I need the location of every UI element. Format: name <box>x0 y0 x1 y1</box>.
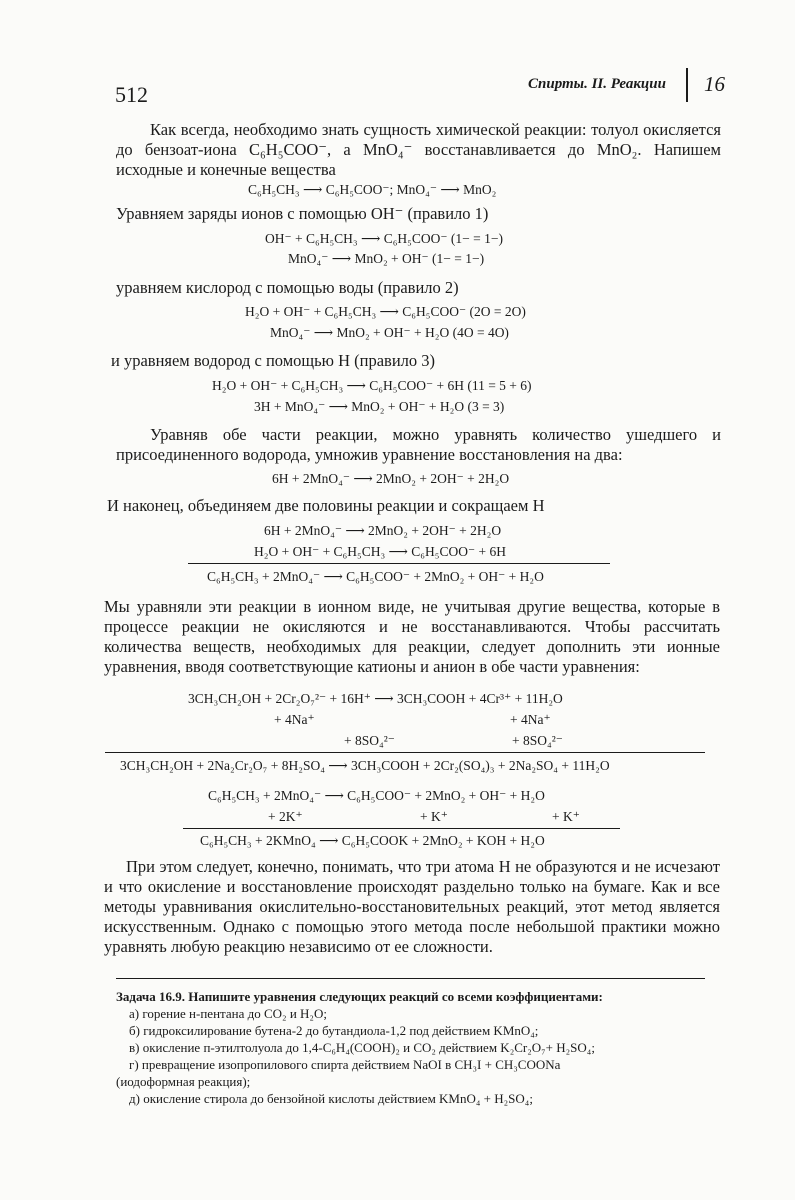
task-rule <box>116 978 705 979</box>
equation-oxidation-charge: OH⁻ + C₆H₅CH₃ ⟶ C₆H₅COO⁻ (1− = 1−) <box>265 231 503 246</box>
task-item-g: г) превращение изопропилового спирта действием NaOI в CH₃I + CH₃COONa <box>129 1057 561 1072</box>
paragraph-combine: И наконец, объединяем две половины реакции и сокращаем H <box>107 496 545 515</box>
paragraph-multiply: Уравняв обе части реакции, можно уравнять количество ушедшего и присоединенного водорода, умножив уравнение восстановления на два: <box>116 425 721 464</box>
equation-sodium-left: + 4Na⁺ <box>274 712 315 727</box>
equation-net-ionic: C₆H₅CH₃ + 2MnO₄⁻ ⟶ C₆H₅COO⁻ + 2MnO₂ + OH⁻ + H₂O <box>207 569 544 584</box>
equation-ethanol-ionic: 3CH₃CH₂OH + 2Cr₂O₇²⁻ + 16H⁺ ⟶ 3CH₃COOH + 4Cr³⁺ + 11H₂O <box>188 691 563 706</box>
equation-sum-line-1: 6H + 2MnO₄⁻ ⟶ 2MnO₂ + 2OH⁻ + 2H₂O <box>264 523 502 538</box>
paragraph-intro: Как всегда, необходимо знать сущность химической реакции: толуол окисляется до бензоат-иона C₆H₅COO⁻, а MnO₄⁻ восстанавливается до MnO₂. Напишем исходные и конечные вещества <box>116 120 721 179</box>
sum-rule-3 <box>183 828 620 829</box>
equation-potassium-right: + K⁺ <box>552 809 580 824</box>
task-item-g-continued: (иодоформная реакция); <box>116 1074 251 1089</box>
equation-toluene-molecular: C₆H₅CH₃ + 2KMnO₄ ⟶ C₆H₅COOK + 2MnO₂ + KOH + H₂O <box>200 833 545 848</box>
equation-sulfate-right: + 8SO₄²⁻ <box>512 733 563 748</box>
sum-rule-1 <box>188 563 610 564</box>
paragraph-rule-3: и уравняем водород с помощью H (правило 3) <box>111 351 436 370</box>
equation-start-end: C₆H₅CH₃ ⟶ C₆H₅COO⁻; MnO₄⁻ ⟶ MnO₂ <box>248 182 497 197</box>
equation-potassium-middle: + K⁺ <box>420 809 448 824</box>
equation-sodium-right: + 4Na⁺ <box>510 712 551 727</box>
running-title: Спирты. II. Реакции <box>528 76 666 92</box>
equation-toluene-ionic: C₆H₅CH₃ + 2MnO₄⁻ ⟶ C₆H₅COO⁻ + 2MnO₂ + OH⁻ + H₂O <box>208 788 545 803</box>
equation-reduction-charge: MnO₄⁻ ⟶ MnO₂ + OH⁻ (1− = 1−) <box>288 251 485 266</box>
equation-reduction-oxygen: MnO₄⁻ ⟶ MnO₂ + OH⁻ + H₂O (4O = 4O) <box>270 325 509 340</box>
equation-oxidation-oxygen: H₂O + OH⁻ + C₆H₅CH₃ ⟶ C₆H₅COO⁻ (2O = 2O) <box>245 304 526 319</box>
task-item-v: в) окисление п-этилтолуола до 1,4-C₆H₄(COOH)₂ и CO₂ действием K₂Cr₂O₇+ H₂SO₄; <box>129 1040 595 1055</box>
task-title: Задача 16.9. Напишите уравнения следующих реакций со всеми коэффициентами: <box>116 989 603 1004</box>
task-item-d: д) окисление стирола до бензойной кислоты действием KMnO₄ + H₂SO₄; <box>129 1091 533 1106</box>
page-number: 512 <box>115 82 148 107</box>
sum-rule-2 <box>105 752 705 753</box>
paragraph-rule-1: Уравняем заряды ионов с помощью OH⁻ (правило 1) <box>116 204 489 223</box>
equation-sulfate-left: + 8SO₄²⁻ <box>344 733 395 748</box>
task-item-a: а) горение н-пентана до CO₂ и H₂O; <box>129 1006 327 1021</box>
equation-oxidation-hydrogen: H₂O + OH⁻ + C₆H₅CH₃ ⟶ C₆H₅COO⁻ + 6H (11 = 5 + 6) <box>212 378 532 393</box>
equation-reduction-hydrogen: 3H + MnO₄⁻ ⟶ MnO₂ + OH⁻ + H₂O (3 = 3) <box>254 399 505 414</box>
paragraph-rule-2: уравняем кислород с помощью воды (правило 2) <box>116 278 459 297</box>
paragraph-conclusion: При этом следует, конечно, понимать, что три атома H не образуются и не исчезают и что окисление и восстановление происходят раздельно только на бумаге. Как и все методы уравнивания окислительно-восстановительных реакций, этот метод является искусственным. Однако с помощью этого метода после небольшой практики можно уравнять любую реакцию независимо от ее сложности. <box>104 857 720 956</box>
equation-sum-line-2: H₂O + OH⁻ + C₆H₅CH₃ ⟶ C₆H₅COO⁻ + 6H <box>254 544 506 559</box>
task-item-b: б) гидроксилирование бутена-2 до бутандиола-1,2 под действием KMnO₄; <box>129 1023 539 1038</box>
equation-reduction-doubled: 6H + 2MnO₄⁻ ⟶ 2MnO₂ + 2OH⁻ + 2H₂O <box>272 471 510 486</box>
equation-ethanol-molecular: 3CH₃CH₂OH + 2Na₂Cr₂O₇ + 8H₂SO₄ ⟶ 3CH₃COOH + 2Cr₂(SO₄)₃ + 2Na₂SO₄ + 11H₂O <box>120 758 610 773</box>
paragraph-ionic-form: Мы уравняли эти реакции в ионном виде, не учитывая другие вещества, которые в процессе реакции не окисляются и не восстанавливаются. Чтобы рассчитать количества веществ, необходимых для реакции, следует дополнить эти ионные уравнения, вводя соответствующие катионы и анион в обе части уравнения: <box>104 597 720 676</box>
chapter-number: 16 <box>704 72 725 96</box>
equation-potassium-left: + 2K⁺ <box>268 809 303 824</box>
header-divider <box>686 68 688 102</box>
task-16-9 <box>116 988 701 1107</box>
